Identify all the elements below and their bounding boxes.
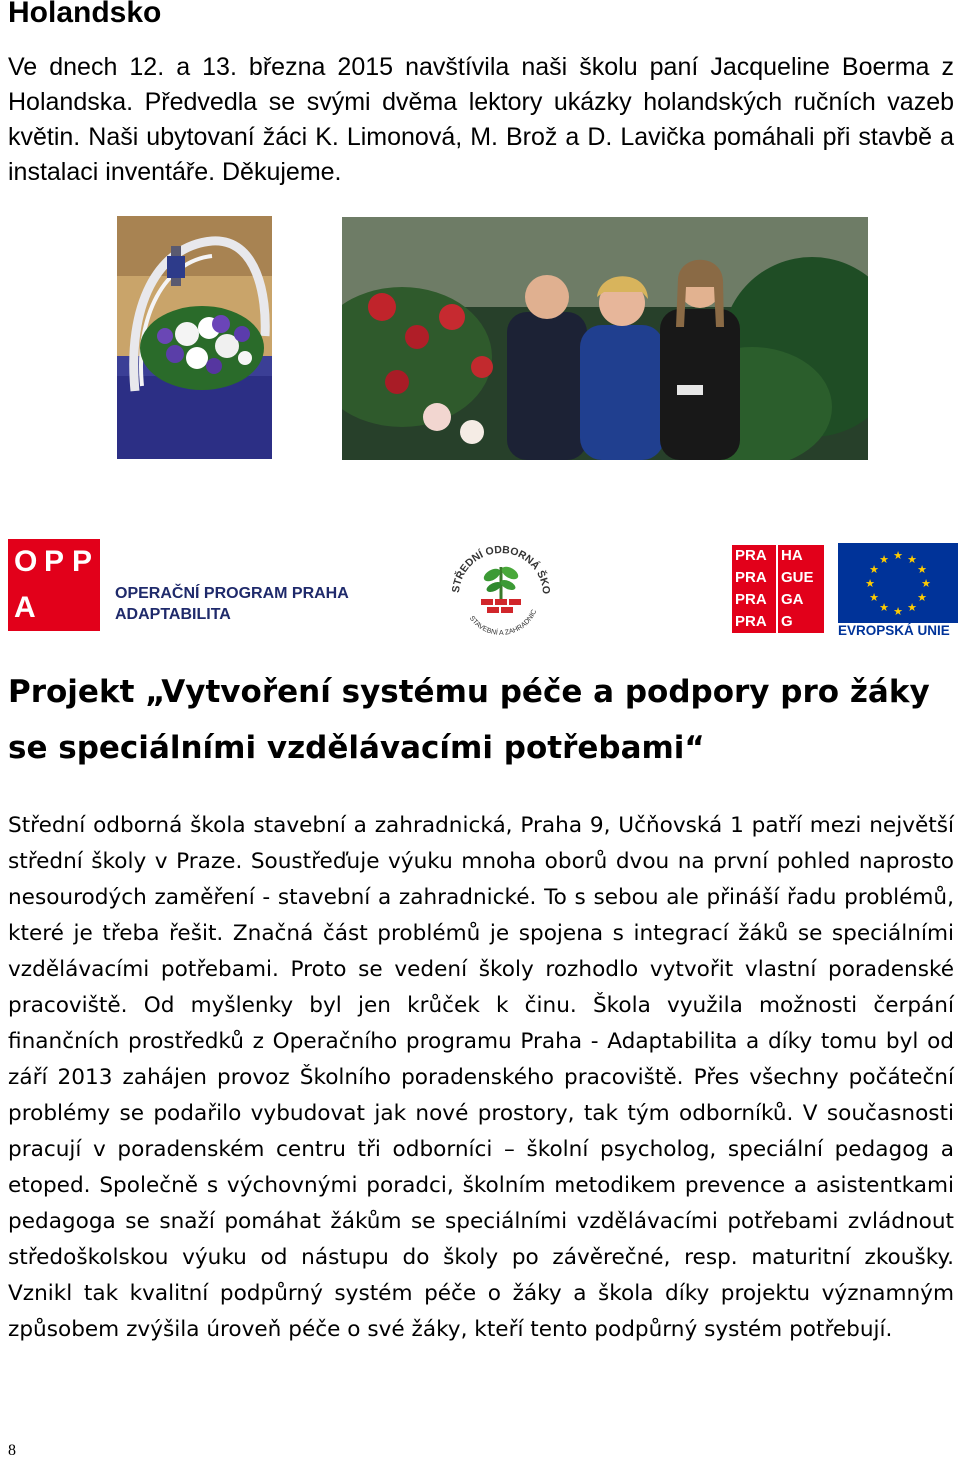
school-logo-arc-bottom: STAVEBNÍ A ZAHRADNIC: [467, 608, 539, 637]
praha-right-4: G: [781, 613, 793, 630]
school-logo: [445, 537, 557, 645]
opp-logo: [8, 539, 100, 631]
opp-program-subtitle: ADAPTABILITA: [115, 606, 231, 623]
flower-arrangement-photo: [117, 216, 272, 459]
school-logo-arc-top: STŘEDNÍ ODBORNÁ ŠKO: [449, 543, 553, 595]
svg-text:★: ★: [869, 563, 879, 576]
praha-left-4: PRA: [735, 613, 767, 630]
opp-letter-a: A: [14, 591, 36, 624]
svg-text:★: ★: [917, 591, 927, 604]
opp-letter-p2: P: [72, 545, 93, 578]
intro-paragraph: Ve dnech 12. a 13. března 2015 navštívila naši školu paní Jacqueline Boerma z Holandska. Předvedla se svými dvěma lektory ukázky holandských ručních vazeb květin. Naši ubytovaní žáci K. Limonová, M. Brož a D. Lavička pomáhali při stavbě a instalaci inventáře. Děkujeme.: [8, 53, 954, 186]
project-title: Projekt „Vytvoření systému péče a podpory pro žáky se speciálními vzdělávacími potřebami“: [8, 674, 930, 766]
svg-text:★: ★: [869, 591, 879, 604]
project-body: Střední odborná škola stavební a zahradnická, Praha 9, Učňovská 1 patří mezi největší střední školy v Praze. Soustřeďuje výuku mnoha oborů dvou na první pohled naprosto nesourodých zaměření - stavební a zahradnické. To s sebou ale přináší řadu problémů, které je třeba řešit. Značná část problémů je spojena s integrací žáků se speciálními vzdělávacími potřebami. Proto se vedení školy rozhodlo vytvořit vlastní poradenské pracoviště. Od myšlenky byl jen krůček k činu. Škola využila možnosti čerpání finančních prostředků z Operačního programu Praha - Adaptabilita a díky tomu byl od září 2013 zahájen provoz Školního poradenského pracoviště. Přes všechny počáteční problémy se podařilo vybudovat jak nové prostory, tak tým odborníků. V současnosti pracují v poradenském centru tři odborníci – školní psycholog, speciální pedagog a etoped. Společně s výchovnými poradci, školním metodikem prevence a asistentkami pedagoga se snaží pomáhat žákům se speciálními vzdělávacími potřebami zvládnout středoškolskou výuku od nástupu do školy po závěrečné, resp. maturitní zkoušky. Vznikl tak kvalitní podpůrný systém péče o žáky a škola díky projektu významným způsobem zvýšila úroveň péče o své žáky, kteří tento podpůrný systém potřebují.: [8, 813, 954, 1342]
article-heading: Holandsko: [8, 0, 162, 29]
svg-text:★: ★: [917, 563, 927, 576]
svg-text:★: ★: [893, 549, 903, 562]
praha-left-1: PRA: [735, 547, 767, 564]
svg-text:★: ★: [907, 601, 917, 614]
opp-program-name: OPERAČNÍ PROGRAM PRAHA: [115, 585, 349, 602]
eu-flag: [838, 543, 958, 623]
praha-left-3: PRA: [735, 591, 767, 608]
svg-text:★: ★: [907, 553, 917, 566]
svg-text:★: ★: [879, 553, 889, 566]
opp-letter-o: O: [14, 545, 38, 578]
svg-text:★: ★: [893, 605, 903, 618]
praha-logo: [732, 545, 824, 633]
page-number: 8: [8, 1442, 16, 1459]
sponsor-logos: [0, 535, 960, 645]
praha-right-1: HA: [781, 547, 803, 564]
svg-text:★: ★: [879, 601, 889, 614]
praha-right-2: GUE: [781, 569, 814, 586]
opp-letter-p1: P: [44, 545, 65, 578]
praha-left-2: PRA: [735, 569, 767, 586]
praha-right-3: GA: [781, 591, 804, 608]
svg-text:★: ★: [921, 577, 931, 590]
greenhouse-group-photo: [342, 217, 868, 460]
svg-text:★: ★: [865, 577, 875, 590]
eu-label: EVROPSKÁ UNIE: [838, 623, 950, 638]
